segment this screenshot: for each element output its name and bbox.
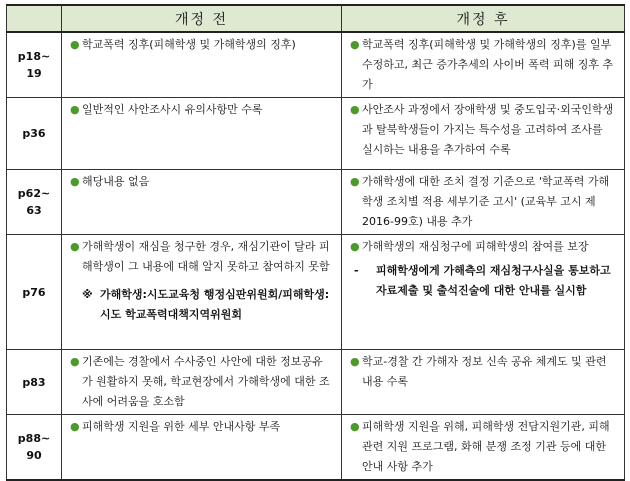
page-ref bbox=[7, 350, 62, 415]
before-text: 피해학생 지원을 위한 세부 안내사항 부족 bbox=[82, 420, 281, 433]
before-cell bbox=[62, 98, 342, 170]
after-text: 가해학생에 대한 조치 결정 기준으로 '학교폭력 가해학생 조치별 적용 세부기준 고시' (교육부 고시 제2016-99호) 내용 추가 bbox=[362, 175, 610, 228]
bullet-icon: ● bbox=[350, 175, 360, 188]
before-note-text: 가해학생:시도교육청 행정심판위원회/피해학생:시도 학교폭력대책지역위원회 bbox=[100, 288, 330, 321]
table-row bbox=[7, 350, 625, 415]
bullet-icon: ● bbox=[70, 420, 80, 433]
after-sub-text: 피해학생에게 가해측의 재심청구사실을 통보하고 자료제출 및 출석진술에 대한 안내를 실시함 bbox=[376, 264, 611, 297]
after-cell bbox=[342, 32, 625, 98]
before-text: 가해학생이 재심을 청구한 경우, 재심기관이 달라 피해학생이 그 내용에 대해 알지 못하고 참여하지 못함 bbox=[82, 240, 330, 273]
after-cell bbox=[342, 170, 625, 235]
page-ref-line: 90 bbox=[26, 449, 42, 462]
before-note bbox=[70, 285, 333, 325]
header-after: 개정 후 bbox=[342, 5, 625, 32]
page-ref-line: p18~ bbox=[17, 50, 51, 63]
bullet-icon: ● bbox=[350, 103, 360, 116]
after-cell bbox=[342, 235, 625, 350]
after-cell bbox=[342, 415, 625, 481]
before-cell bbox=[62, 32, 342, 98]
bullet-icon: ● bbox=[70, 38, 80, 51]
bullet-icon: ● bbox=[350, 355, 360, 368]
after-text: 사안조사 과정에서 장애학생 및 중도입국·외국인학생과 탈북학생들이 가지는 특수성을 고려하여 조사를 실시하는 내용을 추가하여 수록 bbox=[362, 103, 614, 156]
before-text: 기존에는 경찰에서 수사중인 사안에 대한 정보공유가 원활하지 못해, 학교현장에서 가해학생에 대한 조사에 어려움을 호소함 bbox=[82, 355, 330, 408]
page-ref bbox=[7, 170, 62, 235]
dash-mark: - bbox=[354, 264, 359, 277]
after-text: 학교-경찰 간 가해자 정보 신속 공유 체계도 및 관련 내용 수록 bbox=[362, 355, 607, 388]
after-text: 학교폭력 징후(피해학생 및 가해학생의 징후)를 일부 수정하고, 최근 증가추세의 사이버 폭력 피해 징후 추가 bbox=[362, 38, 614, 91]
bullet-icon: ● bbox=[70, 175, 80, 188]
bullet-icon: ● bbox=[70, 103, 80, 116]
page-ref-line: 63 bbox=[26, 204, 42, 217]
bullet-icon: ● bbox=[70, 240, 80, 253]
after-sub-item bbox=[350, 261, 616, 301]
page-ref-line: p83 bbox=[22, 375, 46, 389]
bullet-icon: ● bbox=[70, 355, 80, 368]
table-row bbox=[7, 170, 625, 235]
table-row bbox=[7, 235, 625, 350]
table-row bbox=[7, 98, 625, 170]
before-text: 학교폭력 징후(피해학생 및 가해학생의 징후) bbox=[82, 38, 296, 51]
table-row bbox=[7, 32, 625, 98]
before-text: 일반적인 사안조사시 유의사항만 수록 bbox=[82, 103, 263, 116]
page-ref-line: p88~ bbox=[17, 432, 51, 445]
table-row bbox=[7, 415, 625, 481]
before-cell bbox=[62, 415, 342, 481]
header-before: 개정 전 bbox=[62, 5, 342, 32]
after-text: 가해학생의 재심청구에 피해학생의 참여를 보장 bbox=[362, 240, 589, 253]
bullet-icon: ● bbox=[350, 240, 360, 253]
reference-mark-icon: ※ bbox=[82, 288, 93, 301]
page-ref-line: p62~ bbox=[17, 187, 51, 200]
header-page bbox=[7, 5, 62, 32]
page-ref-line: p36 bbox=[22, 127, 46, 140]
page-ref bbox=[7, 235, 62, 350]
before-cell bbox=[62, 350, 342, 415]
after-cell bbox=[342, 98, 625, 170]
bullet-icon: ● bbox=[350, 420, 360, 433]
before-cell bbox=[62, 170, 342, 235]
page-ref bbox=[7, 32, 62, 98]
page-ref-line: 19 bbox=[26, 67, 42, 80]
page-ref-line: p76 bbox=[22, 285, 46, 299]
page-ref bbox=[7, 98, 62, 170]
page-ref bbox=[7, 415, 62, 481]
bullet-icon: ● bbox=[350, 38, 360, 51]
after-text: 피해학생 지원을 위해, 피해학생 전담지원기관, 피해관련 지원 프로그램, 화해 분쟁 조정 기관 등에 대한 안내 사항 추가 bbox=[362, 420, 610, 473]
before-cell bbox=[62, 235, 342, 350]
after-cell bbox=[342, 350, 625, 415]
before-text: 해당내용 없음 bbox=[82, 175, 150, 188]
revision-comparison-table bbox=[6, 4, 625, 481]
table-header-row bbox=[7, 5, 625, 32]
comparison-table-container bbox=[6, 4, 624, 473]
